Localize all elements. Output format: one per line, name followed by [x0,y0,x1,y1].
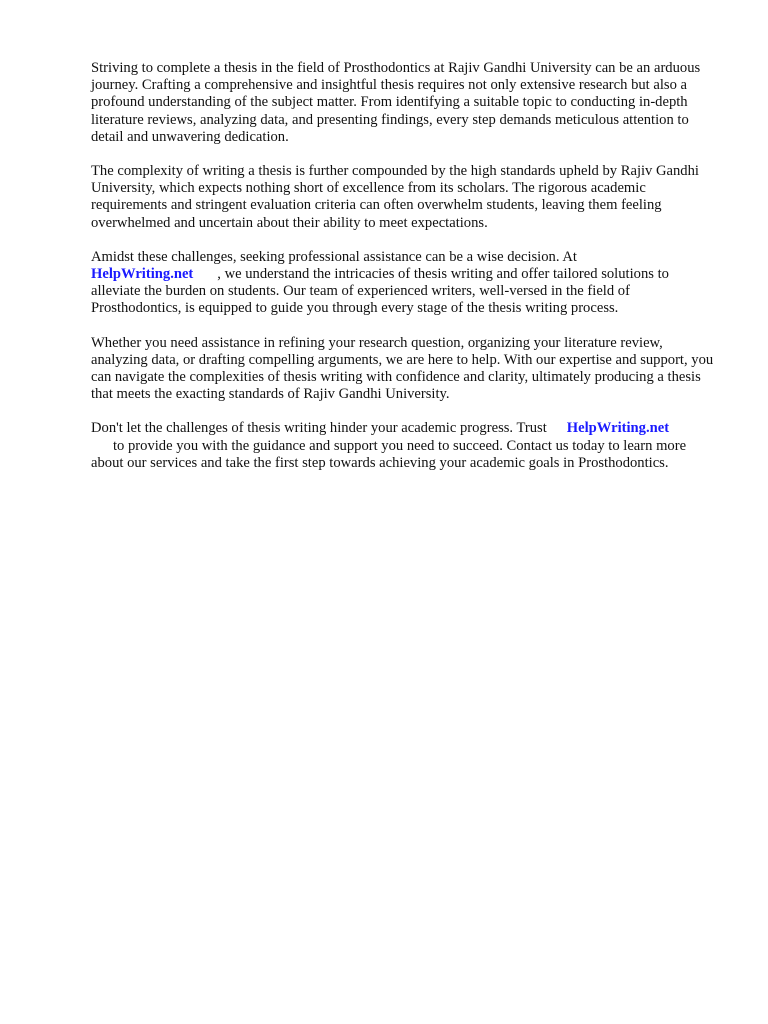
paragraph-support: Whether you need assistance in refining your research question, organizing your literature review, analyzing data, or drafting compelling arguments, we are here to help. With our expertise and support, you can navigate the complexities of thesis writing with confidence and clarity, ultimately producing a thesis that meets the exacting standards of Rajiv Gandhi University. [91,334,714,403]
paragraph-intro: Striving to complete a thesis in the field of Prosthodontics at Rajiv Gandhi University can be an arduous journey. Crafting a comprehensive and insightful thesis requires not only extensive research but also a profound understanding of the subject matter. From identifying a suitable topic to conducting in-depth literature reviews, analyzing data, and presenting findings, every step demands meticulous attention to detail and unwavering dedication. [91,60,701,145]
helpwriting-link[interactable]: HelpWriting.net [91,266,194,283]
document-page [91,60,721,489]
paragraph-assistance [91,249,721,318]
paragraph-assistance-lead: Amidst these challenges, seeking professional assistance can be a wise decision. At [91,248,577,265]
paragraph-closing [91,420,721,472]
paragraph-closing-lead: Don't let the challenges of thesis writing hinder your academic progress. Trust [91,420,547,437]
paragraph-complexity: The complexity of writing a thesis is further compounded by the high standards upheld by Rajiv Gandhi University, which expects nothing short of excellence from its scholars. The rigorous academic requirements and stringent evaluation criteria can often overwhelm students, leaving them feeling overwhelmed and uncertain about their ability to meet expectations. [91,163,699,231]
paragraph-closing-rest: to provide you with the guidance and support you need to succeed. Contact us today to learn more about our services and take the first step towards achieving your academic goals in Prosthodontics. [91,437,687,471]
helpwriting-link-closing[interactable]: HelpWriting.net [566,420,670,437]
paragraph-assistance-rest: , we understand the intricacies of thesis writing and offer tailored solutions to alleviate the burden on students. Our team of experienced writers, well-versed in the field of Prosthodontics, is equipped to guide you through every stage of the thesis writing process. [91,266,669,317]
